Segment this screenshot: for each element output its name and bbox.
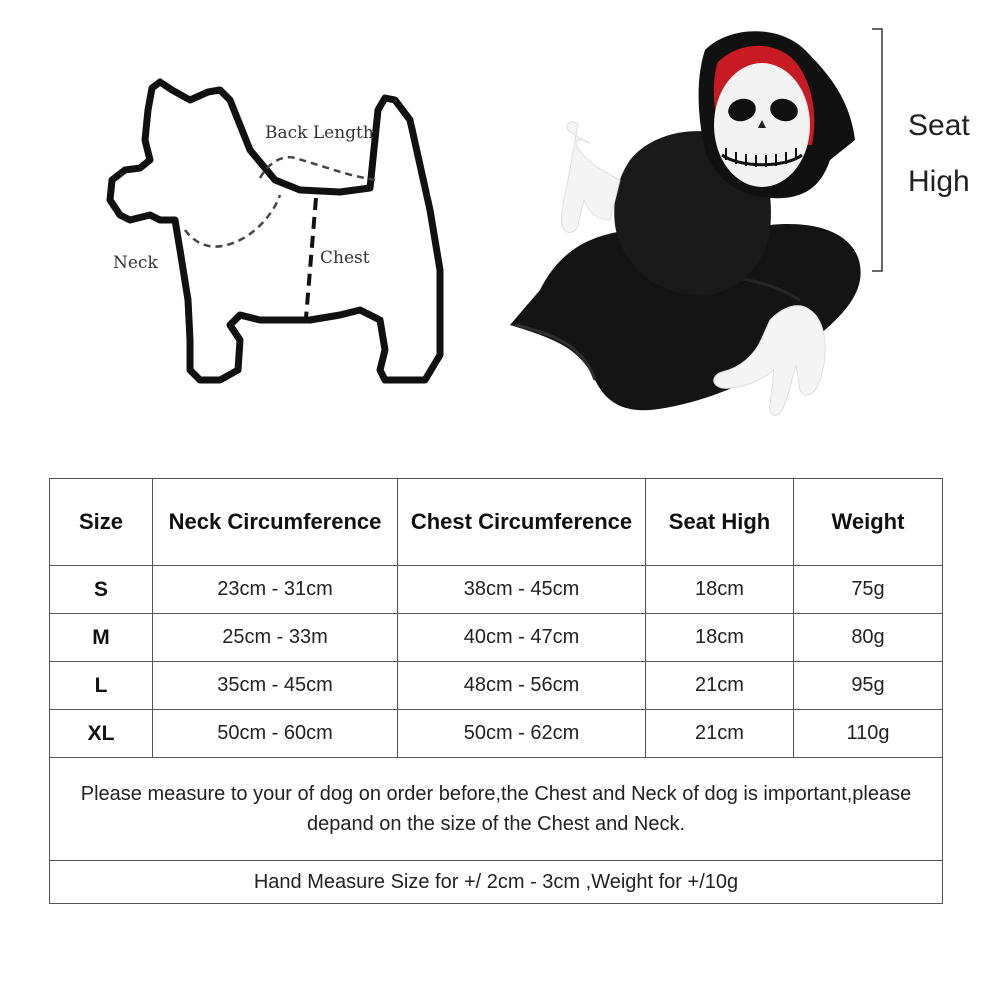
seat-cell: 21cm bbox=[646, 662, 794, 710]
table-row bbox=[50, 566, 943, 614]
header-chest-circumference: Chest Circumference bbox=[398, 479, 646, 566]
header-seat-high: Seat High bbox=[646, 479, 794, 566]
weight-cell: 80g bbox=[794, 614, 943, 662]
measure-note bbox=[50, 758, 943, 861]
weight-cell: 95g bbox=[794, 662, 943, 710]
size-chart-table bbox=[49, 478, 943, 904]
back-length-label: Back Length bbox=[265, 123, 374, 143]
seat-cell: 18cm bbox=[646, 566, 794, 614]
back-length-dashed-line bbox=[260, 157, 375, 180]
table-header-row bbox=[50, 479, 943, 566]
reaper-costume-image bbox=[500, 20, 900, 440]
chest-dashed-line bbox=[306, 198, 316, 318]
neck-cell: 50cm - 60cm bbox=[153, 710, 398, 758]
chest-cell: 50cm - 62cm bbox=[398, 710, 646, 758]
measure-note-row bbox=[50, 758, 943, 861]
left-glove bbox=[562, 122, 620, 233]
hand-measure-note: Hand Measure Size for +/ 2cm - 3cm ,Weight for +/10g bbox=[50, 861, 943, 904]
header-weight: Weight bbox=[794, 479, 943, 566]
neck-cell: 23cm - 31cm bbox=[153, 566, 398, 614]
seat-high-label-line2: High bbox=[908, 165, 970, 198]
table-row bbox=[50, 614, 943, 662]
neck-label: Neck bbox=[113, 253, 158, 273]
table-row bbox=[50, 662, 943, 710]
chest-cell: 38cm - 45cm bbox=[398, 566, 646, 614]
table-row bbox=[50, 710, 943, 758]
chest-cell: 48cm - 56cm bbox=[398, 662, 646, 710]
chest-cell: 40cm - 47cm bbox=[398, 614, 646, 662]
size-cell: L bbox=[50, 662, 153, 710]
size-cell: XL bbox=[50, 710, 153, 758]
measure-note-line2: depand on the size of the Chest and Neck. bbox=[306, 813, 686, 835]
dog-measurement-diagram bbox=[90, 70, 460, 400]
seat-high-label-line1: Seat bbox=[908, 109, 970, 142]
hand-measure-row bbox=[50, 861, 943, 904]
neck-dashed-line bbox=[185, 195, 280, 247]
neck-cell: 25cm - 33m bbox=[153, 614, 398, 662]
header-size: Size bbox=[50, 479, 153, 566]
neck-cell: 35cm - 45cm bbox=[153, 662, 398, 710]
chest-label: Chest bbox=[320, 248, 370, 268]
size-cell: M bbox=[50, 614, 153, 662]
seat-cell: 21cm bbox=[646, 710, 794, 758]
seat-high-bracket bbox=[872, 28, 884, 272]
weight-cell: 75g bbox=[794, 566, 943, 614]
seat-cell: 18cm bbox=[646, 614, 794, 662]
weight-cell: 110g bbox=[794, 710, 943, 758]
measure-note-line1: Please measure to your of dog on order before,the Chest and Neck of dog is important,please bbox=[80, 783, 912, 805]
header-neck-circumference: Neck Circumference bbox=[153, 479, 398, 566]
size-cell: S bbox=[50, 566, 153, 614]
